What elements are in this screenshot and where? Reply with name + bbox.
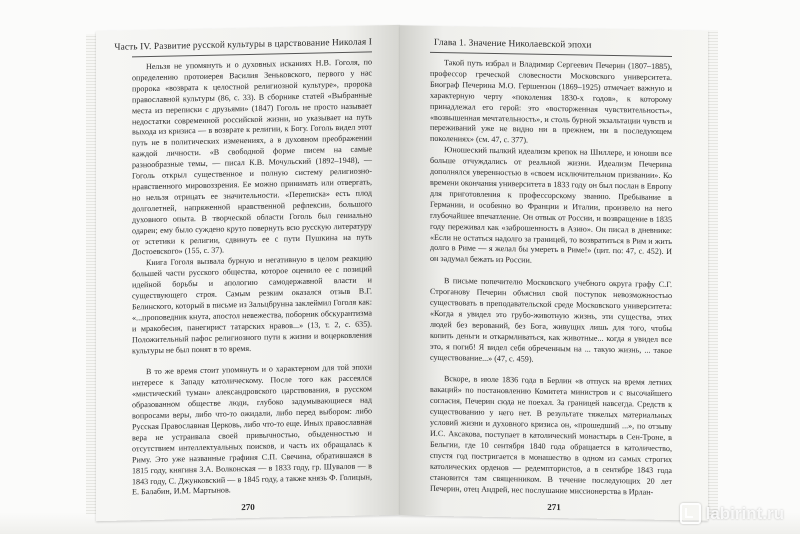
paragraph: Нельзя не упомянуть и о духовных исканиях Н.В. Гоголя, по определению протоиерея Василия Зеньковского, первого у нас пророка «возврата к целостной религиозной культуре», пророка православной культуры (86, с. 33). В сборнике статей «Выбранные места из переписки с друзьями» (1847) Гоголь не просто называет недостатки современной российской жизни, но указывает на путь выхода из кризиса — в возврате к религии, к Богу. Гоголь видел этот путь не в политических изменениях, а в духовном преображении каждой личности. «В свободной форме писем на самые разнообразные темы, — писал К.В. Мочульский (1892–1948), — Гоголь открыл существенное и полную систему религиозно-нравственного мировоззрения. Ее можно принимать или отвергать, но нельзя отрицать ее значительности. «Переписка» есть плод долголетней, напряженной нравственной рефлексии, большого духовного опыта. В творческой области Гоголь был гениально одарен; ему было суждено круто повернуть всю русскую литературу от эстетики к религии, сдвинуть ее с пути Пушкина на путь Достоевского» (155, с. 37).: [132, 57, 372, 257]
left-page: [96, 25, 400, 521]
right-page: [400, 25, 708, 520]
paragraph: Юношеский пылкий идеализм крепок на Шиллере, и юноши все больше отчуждались от реальной жизни. Идеализм Печерина дополнялся уверенностью в «своем исключительном призвании». Ко времени окончания университета в 1833 году он был послан в Европу для приготовления к профессорскому званию. Пребывание в Германии, и особенно во Франции и Италии, произвело на него глубочайшее впечатление. Он отвык от России, и возвращение в 1835 году переживал как «заброшенность в Азию». Он писал в дневнике: «Если не остаться надолго за границей, то возвратиться в Рим и жить долго в Риме — я желал бы умереть в Риме!» (цит. по: 47, с. 452). И он задумал бежать из России.: [430, 145, 672, 265]
paragraph: Такой путь избрал и Владимир Сергеевич Печерин (1807–1885), профессор греческой словесности Московского университета. Биограф Печерина М.О. Гершензон (1869–1925) отмечает важную и характерную черту «поколения 1830-х годов», к которому принадлежал его герой: это «восторженная чувствительность», «возвышенная мечтательность», и столь бурной экзальтации чувств и переживаний уже не видно ни в прежнем, ни в последующем поколениях» (см. 47, с. 377).: [430, 58, 672, 145]
left-body-text: [132, 57, 372, 498]
paragraph: В то же время стоит упомянуть и о характерном для той эпохи интересе к Западу католическому. После того как рассеялся «мистический туман» александровского царствования, в русском образованном обществе люди, глубоко задумывающиеся над вопросами веры, либо что-то ожидали, либо перед выбором: либо Русская Православная Церковь, либо что-то еще. Иных православная вера не устраивала своей привычностью, обыденностью и отсутствием интеллектуальных поисков, и часть их обращалась к Риму. Это уже названные графиня С.П. Свечина, обратившаяся в 1815 году, княгиня З.А. Волконская — в 1833 году, гр. Шувалов — в 1843 году, С. Джунковский — в 1845 году, а также князь Ф. Голицын, Е. Балабин, И.М. Мартынов.: [132, 362, 372, 497]
paragraph: Книга Гоголя вызвала бурную и негативную в целом реакцию большей части русского общества, которое оценило ее с позиций идейной борьбы и апологию самодержавной власти и существующего строя. Самым резким оказался отзыв В.Г. Белинского, который в письме из Зальцбрунна заклеймил Гоголя как: «...проповедник кнута, апостол невежества, поборник обскурантизма и мракобесия, панегирист татарских нравов...» (13, т. 2, с. 635). Положительный пафос религиозного пути к жизни и воцерковления культуры не был понят в то время.: [132, 253, 372, 355]
left-page-number: 270: [241, 501, 255, 513]
paragraph: В письме попечителю Московского учебного округа графу С.Г. Строганову Печерин объяснил свой поступок невозможностью существовать в преподавательской среде Московского университета: «Когда я увидел это грубо-животную жизнь, эти существа, этих людей без верований, без Бога, живущих лишь для того, чтобы копить деньги и откармливаться, как животные... когда я увидел все это, я погиб! Я видел себя обреченным на ... такую жизнь, ... такое существование...» (47, с. 459).: [430, 276, 672, 364]
left-header-rule: [132, 51, 372, 57]
page-stack-left: [86, 34, 96, 514]
watermark-brand: labirint.ru: [705, 503, 784, 523]
page-stack-right: [708, 30, 718, 516]
right-body-text: [430, 58, 672, 499]
right-running-header: Глава 1. Значение Николаевской эпохи: [434, 37, 592, 51]
paragraph: Вскоре, в июле 1836 года в Берлин «в отпуск на время летних вакаций» по постановлению Комитета министров и с высочайшего согласия, Печерин сюда не поехал. За границей навсегда. Средств к существованию у него нет. В результате тяжелых материальных условий жизни и духовного кризиса он, «прошедший ...», по отзыву И.С. Аксакова, поступает в католический монастырь в Сен-Троне, в Бельгии, где 10 сентября 1840 года обращается в католичество, спустя год постригается в монашество в одном из самых строгих католических орденов — редемптористов, а в сентябре 1843 года становится там священником. В течение последующих 20 лет Печерин, отец Андрей, нес послушание миссионерства в Ирлан-: [430, 374, 672, 497]
right-header-rule: [430, 52, 672, 57]
left-running-header: Часть IV. Развитие русской культуры в царствование Николая I: [114, 37, 372, 53]
labirint-logo-icon: [680, 503, 701, 524]
right-page-number: 271: [547, 501, 561, 513]
watermark: [680, 503, 784, 524]
